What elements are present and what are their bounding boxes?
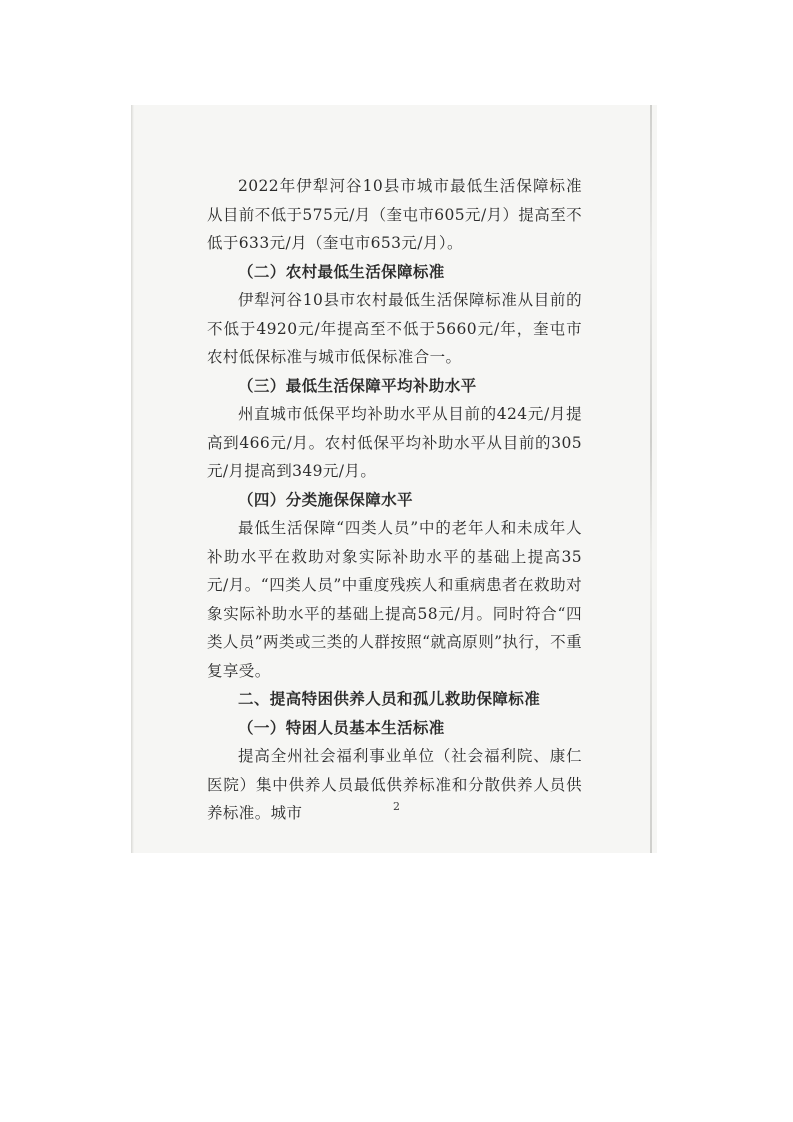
paragraph-rural-minimum-standard: 伊犁河谷10县市农村最低生活保障标准从目前的不低于4920元/年提高至不低于5660元/年，奎屯市农村低保标准与城市低保标准合一。 xyxy=(207,291,582,366)
heading-rural-minimum-standard: （二）农村最低生活保障标准 xyxy=(238,261,445,281)
paragraph-average-subsidy: 州直城市低保平均补助水平从目前的424元/月提高到466元/月。农村低保平均补助水平从目前的305元/月提高到349元/月。 xyxy=(207,405,582,480)
heading-average-subsidy: （三）最低生活保障平均补助水平 xyxy=(238,375,477,395)
paragraph-basic-living-standard: 提高全州社会福利事业单位（社会福利院、康仁医院）集中供养人员最低供养标准和分散供养人员供养标准。城市 xyxy=(207,747,582,822)
scan-edge-left xyxy=(131,105,134,853)
heading-section-two: 二、提高特困供养人员和孤儿救助保障标准 xyxy=(238,689,541,708)
heading-classified-assistance: （四）分类施保保障水平 xyxy=(238,489,413,509)
page-number: 2 xyxy=(393,800,400,813)
document-body xyxy=(207,172,582,828)
paragraph-classified-assistance: 最低生活保障“四类人员”中的老年人和未成年人补助水平在救助对象实际补助水平的基础上提高35元/月。“四类人员”中重度残疾人和重病患者在救助对象实际补助水平的基础上提高58元/月。同时符合“四类人员”两类或三类的人群按照“就高原则”执行，不重复享受。 xyxy=(207,519,582,680)
scan-edge-right xyxy=(650,105,652,853)
paragraph-urban-minimum-standard: 2022年伊犁河谷10县市城市最低生活保障标准从目前不低于575元/月（奎屯市605元/月）提高至不低于633元/月（奎屯市653元/月）。 xyxy=(207,177,582,252)
heading-basic-living-standard: （一）特困人员基本生活标准 xyxy=(238,717,445,737)
